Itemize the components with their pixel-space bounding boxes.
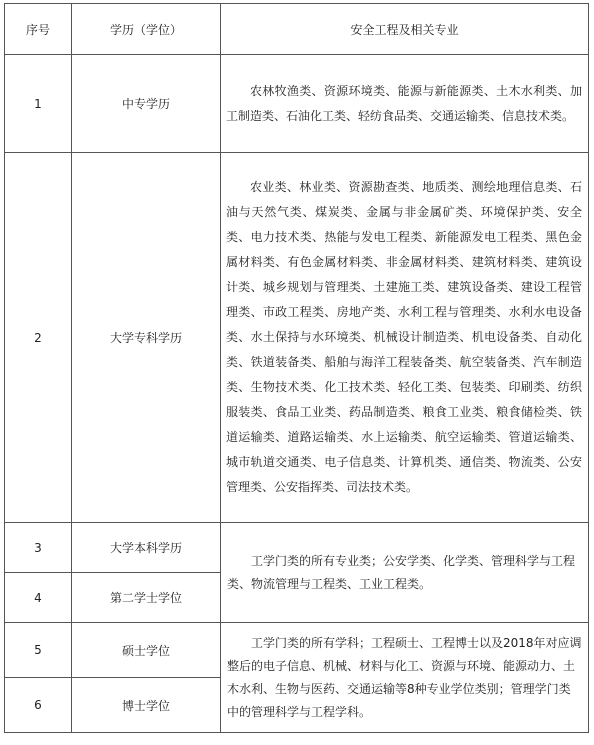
row-no: 3	[5, 523, 72, 573]
row-majors: 农业类、林业类、资源勘查类、地质类、测绘地理信息类、石油与天然气类、煤炭类、金属与非金属矿类、环境保护类、安全类、电力技术类、热能与发电工程类、新能源发电工程类、黑色金属材料类、有色金属材料类、非金属材料类、建筑材料类、建筑设计类、城乡规划与管理类、土建施工类、建筑设备类、建设工程管理类、市政工程类、房地产类、水利工程与管理类、水利水电设备类、水土保持与水环境类、机械设计制造类、机电设备类、自动化类、铁道装备类、船舶与海洋工程装备类、航空装备类、汽车制造类、生物技术类、化工技术类、轻化工类、包装类、印刷类、纺织服装类、食品工业类、药品制造类、粮食工业类、粮食储检类、铁道运输类、道路运输类、水上运输类、航空运输类、管道运输类、城市轨道交通类、电子信息类、计算机类、通信类、物流类、公安管理类、公安指挥类、司法技术类。	[226, 180, 582, 494]
majors-table	[4, 3, 589, 733]
table-row	[5, 623, 589, 678]
row-no: 4	[5, 573, 72, 623]
row-majors-merged: 工学门类的所有学科；工程硕士、工程博士以及2018年对应调整后的电子信息、机械、材料与化工、资源与环境、能源动力、土木水利、生物与医药、交通运输等8种专业学位类别；管理学门类中的管理科学与工程学科。	[227, 635, 582, 719]
row-education: 大学专科学历	[72, 153, 221, 523]
header-majors: 安全工程及相关专业	[221, 4, 589, 55]
row-no: 6	[5, 678, 72, 733]
row-education: 中专学历	[72, 55, 221, 153]
table-header-row	[5, 4, 589, 55]
row-education: 博士学位	[72, 678, 221, 733]
header-no: 序号	[5, 4, 72, 55]
table-row	[5, 523, 589, 573]
row-majors: 农林牧渔类、资源环境类、能源与新能源类、土木水利类、加工制造类、石油化工类、轻纺食品类、交通运输类、信息技术类。	[226, 83, 582, 123]
row-no: 1	[5, 55, 72, 153]
table-row	[5, 55, 589, 153]
row-majors-merged: 工学门类的所有专业类；公安学类、化学类、管理科学与工程类、物流管理与工程类、工业工程类。	[227, 553, 576, 591]
row-education: 第二学士学位	[72, 573, 221, 623]
row-no: 5	[5, 623, 72, 678]
row-education: 大学本科学历	[72, 523, 221, 573]
table-row	[5, 153, 589, 523]
header-education: 学历（学位）	[72, 4, 221, 55]
row-education: 硕士学位	[72, 623, 221, 678]
row-no: 2	[5, 153, 72, 523]
